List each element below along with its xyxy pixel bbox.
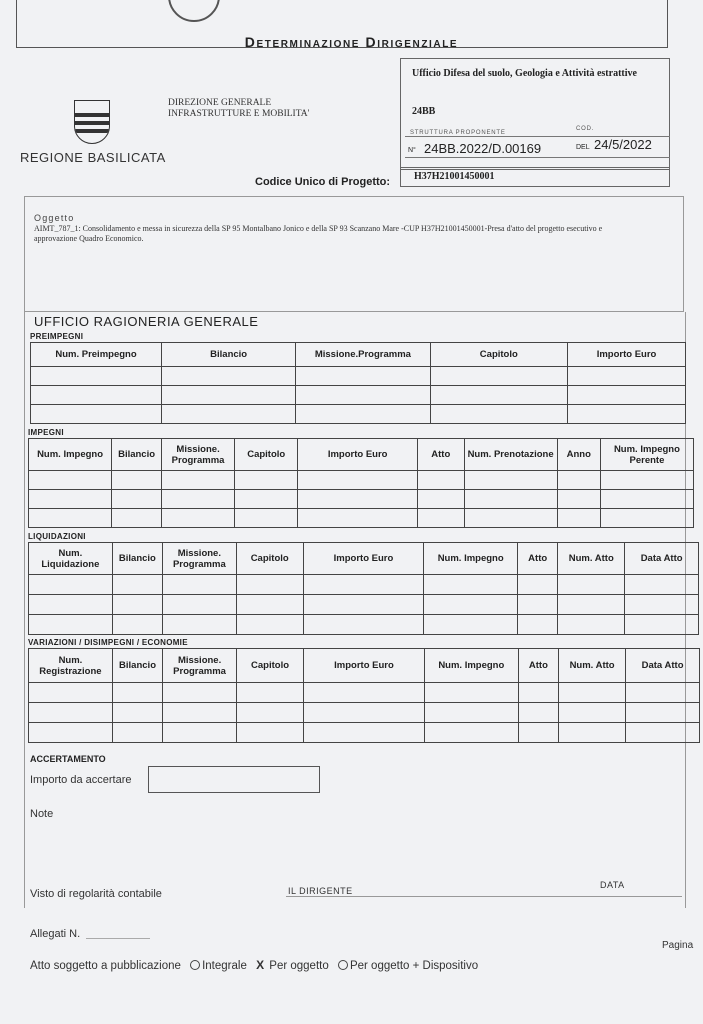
cod-label: COD. — [576, 126, 595, 132]
signature-line[interactable] — [286, 896, 682, 897]
table-cell[interactable] — [424, 683, 518, 703]
table-cell[interactable] — [518, 595, 558, 615]
preimpegni-label: PREIMPEGNI — [30, 332, 84, 341]
table-cell[interactable] — [518, 703, 558, 723]
col-num-prenotazione: Num. Prenotazione — [464, 439, 557, 471]
region-crest-icon — [74, 100, 110, 144]
col-atto: Atto — [518, 649, 558, 683]
oggetto-label: Oggetto — [34, 213, 75, 223]
table-cell[interactable] — [163, 703, 237, 723]
table-cell[interactable] — [112, 490, 162, 509]
table-cell[interactable] — [464, 490, 557, 509]
col-anno: Anno — [557, 439, 600, 471]
table-cell[interactable] — [568, 386, 686, 405]
table-cell[interactable] — [303, 595, 424, 615]
table-cell[interactable] — [162, 490, 235, 509]
option-integrale[interactable] — [190, 960, 247, 972]
importo-input[interactable] — [148, 766, 320, 793]
option-label: Integrale — [202, 960, 247, 972]
table-cell[interactable] — [112, 471, 162, 490]
table-cell[interactable] — [518, 683, 558, 703]
allegati-field[interactable] — [86, 938, 150, 939]
visto-label: Visto di regolarità contabile — [30, 888, 162, 900]
table-cell[interactable] — [464, 509, 557, 528]
table-cell[interactable] — [430, 405, 568, 424]
impegni-label: IMPEGNI — [28, 428, 64, 437]
cup-value: H37H21001450001 — [414, 171, 495, 182]
table-cell[interactable] — [298, 490, 418, 509]
importo-label: Importo da accertare — [30, 774, 132, 786]
pubblicazione-row — [30, 958, 478, 972]
col-missione-programma: Missione.Programma — [296, 343, 430, 367]
col-capitolo: Capitolo — [235, 439, 298, 471]
table-cell[interactable] — [296, 386, 430, 405]
table-row — [29, 703, 700, 723]
table-cell[interactable] — [304, 683, 425, 703]
accertamento-label: ACCERTAMENTO — [30, 754, 106, 764]
table-cell[interactable] — [163, 615, 237, 635]
dirigente-label: IL DIRIGENTE — [288, 886, 353, 896]
table-row — [29, 595, 699, 615]
table-cell[interactable] — [162, 405, 296, 424]
determination-number: 24BB.2022/D.00169 — [424, 141, 542, 156]
table-cell[interactable] — [163, 595, 237, 615]
pagina-label: Pagina — [662, 940, 694, 951]
table-cell[interactable] — [418, 471, 465, 490]
col-data-atto: Data Atto — [626, 649, 700, 683]
date-prefix: DEL — [576, 144, 590, 151]
table-cell[interactable] — [600, 471, 693, 490]
table-cell[interactable] — [430, 386, 568, 405]
table-cell[interactable] — [112, 615, 162, 635]
table-cell[interactable] — [236, 575, 303, 595]
table-cell[interactable] — [424, 575, 518, 595]
table-cell[interactable] — [304, 723, 425, 743]
data-label: DATA — [600, 880, 625, 890]
table-cell[interactable] — [29, 703, 113, 723]
col-num-impegno: Num. Impegno — [424, 543, 518, 575]
table-cell[interactable] — [626, 703, 700, 723]
table-row — [29, 683, 700, 703]
document-title: Determinazione Dirigenziale — [244, 34, 459, 50]
table-cell[interactable] — [557, 471, 600, 490]
table-cell[interactable] — [558, 615, 625, 635]
table-cell[interactable] — [31, 405, 162, 424]
pubblicazione-label: Atto soggetto a pubblicazione — [30, 960, 181, 972]
table-cell[interactable] — [303, 575, 424, 595]
col-num-preimpegno: Num. Preimpegno — [31, 343, 162, 367]
liquidazioni-section — [28, 532, 699, 635]
table-cell[interactable] — [163, 575, 237, 595]
table-cell[interactable] — [112, 509, 162, 528]
col-atto: Atto — [518, 543, 558, 575]
table-cell[interactable] — [29, 723, 113, 743]
table-cell[interactable] — [559, 683, 626, 703]
table-cell[interactable] — [304, 703, 425, 723]
col-bilancio: Bilancio — [162, 343, 296, 367]
table-cell[interactable] — [29, 509, 112, 528]
table-cell[interactable] — [235, 509, 298, 528]
col-num-liquidazione: Num. Liquidazione — [29, 543, 113, 575]
table-cell[interactable] — [162, 509, 235, 528]
table-cell[interactable] — [558, 575, 625, 595]
checked-x-icon: X — [256, 958, 265, 972]
office-name: Ufficio Difesa del suolo, Geologia e Attività estrattive — [412, 68, 637, 79]
table-cell[interactable] — [626, 723, 700, 743]
table-cell[interactable] — [298, 471, 418, 490]
direzione-generale — [168, 98, 309, 120]
col-bilancio: Bilancio — [112, 543, 162, 575]
col-bilancio: Bilancio — [112, 649, 162, 683]
table-cell[interactable] — [424, 615, 518, 635]
table-cell[interactable] — [236, 723, 303, 743]
impegni-section — [28, 428, 694, 528]
table-cell[interactable] — [112, 723, 162, 743]
radio-icon — [190, 960, 200, 970]
table-cell[interactable] — [464, 471, 557, 490]
col-missione-programma: Missione. Programma — [163, 649, 237, 683]
table-cell[interactable] — [296, 405, 430, 424]
table-cell[interactable] — [29, 683, 113, 703]
table-cell[interactable] — [626, 683, 700, 703]
table-row — [31, 367, 686, 386]
table-cell[interactable] — [430, 367, 568, 386]
table-cell[interactable] — [625, 575, 699, 595]
table-cell[interactable] — [31, 367, 162, 386]
table-cell[interactable] — [298, 509, 418, 528]
col-importo-euro: Importo Euro — [304, 649, 425, 683]
table-cell[interactable] — [236, 615, 303, 635]
option-label: Per oggetto — [269, 960, 329, 972]
office-code: 24BB — [412, 106, 436, 117]
table-cell[interactable] — [558, 595, 625, 615]
table-cell[interactable] — [29, 575, 113, 595]
table-row — [31, 405, 686, 424]
table-cell[interactable] — [600, 490, 693, 509]
option-per-oggetto[interactable] — [256, 958, 329, 972]
col-num-registrazione: Num. Registrazione — [29, 649, 113, 683]
radio-icon — [338, 960, 348, 970]
table-row — [31, 386, 686, 405]
impegni-table — [28, 438, 694, 528]
table-cell[interactable] — [236, 683, 303, 703]
region-name: REGIONE BASILICATA — [20, 150, 166, 165]
table-cell[interactable] — [112, 575, 162, 595]
table-cell[interactable] — [559, 703, 626, 723]
allegati-label: Allegati N. — [30, 928, 81, 940]
number-prefix: N° — [408, 147, 416, 154]
table-cell[interactable] — [163, 683, 237, 703]
struttura-label: STRUTTURA PROPONENTE — [410, 130, 506, 136]
option-per-oggetto-dispositivo[interactable] — [338, 960, 478, 972]
col-atto: Atto — [418, 439, 465, 471]
table-row — [29, 615, 699, 635]
table-cell[interactable] — [29, 490, 112, 509]
col-capitolo: Capitolo — [236, 543, 303, 575]
table-cell[interactable] — [162, 367, 296, 386]
table-cell[interactable] — [303, 615, 424, 635]
table-cell[interactable] — [296, 367, 430, 386]
preimpegni-table — [30, 342, 686, 424]
table-cell[interactable] — [235, 490, 298, 509]
table-cell[interactable] — [424, 723, 518, 743]
table-cell[interactable] — [557, 490, 600, 509]
direzione-line-1: DIREZIONE GENERALE — [168, 98, 272, 108]
table-cell[interactable] — [112, 595, 162, 615]
variazioni-table — [28, 648, 700, 743]
preimpegni-section — [30, 332, 686, 424]
table-cell[interactable] — [557, 509, 600, 528]
liquidazioni-table — [28, 542, 699, 635]
table-cell[interactable] — [424, 595, 518, 615]
col-missione-programma: Missione. Programma — [162, 439, 235, 471]
table-row — [29, 575, 699, 595]
table-cell[interactable] — [568, 405, 686, 424]
table-cell[interactable] — [418, 509, 465, 528]
col-importo-euro: Importo Euro — [568, 343, 686, 367]
col-data-atto: Data Atto — [625, 543, 699, 575]
variazioni-section — [28, 638, 700, 743]
liquidazioni-label: LIQUIDAZIONI — [28, 532, 86, 541]
table-cell[interactable] — [235, 471, 298, 490]
note-label: Note — [30, 808, 54, 820]
col-capitolo: Capitolo — [430, 343, 568, 367]
table-cell[interactable] — [518, 575, 558, 595]
table-cell[interactable] — [163, 723, 237, 743]
table-cell[interactable] — [236, 703, 303, 723]
table-cell[interactable] — [31, 386, 162, 405]
table-cell[interactable] — [236, 595, 303, 615]
table-cell[interactable] — [112, 703, 162, 723]
table-cell[interactable] — [559, 723, 626, 743]
table-cell[interactable] — [112, 683, 162, 703]
table-cell[interactable] — [162, 386, 296, 405]
table-cell[interactable] — [29, 471, 112, 490]
table-cell[interactable] — [625, 615, 699, 635]
table-cell[interactable] — [418, 490, 465, 509]
col-missione-programma: Missione. Programma — [163, 543, 237, 575]
variazioni-label: VARIAZIONI / DISIMPEGNI / ECONOMIE — [28, 638, 188, 647]
option-label: Per oggetto + Dispositivo — [349, 960, 479, 972]
col-capitolo: Capitolo — [236, 649, 303, 683]
table-row — [29, 490, 694, 509]
direzione-line-2: INFRASTRUTTURE E MOBILITA' — [168, 109, 310, 119]
col-num-atto: Num. Atto — [559, 649, 626, 683]
table-cell[interactable] — [29, 615, 113, 635]
table-row — [29, 471, 694, 490]
table-cell[interactable] — [568, 367, 686, 386]
col-num-impegno-perente: Num. Impegno Perente — [600, 439, 693, 471]
ragioneria-title: UFFICIO RAGIONERIA GENERALE — [34, 314, 259, 329]
col-importo-euro: Importo Euro — [298, 439, 418, 471]
col-num-impegno: Num. Impegno — [29, 439, 112, 471]
table-cell[interactable] — [518, 723, 558, 743]
oggetto-text: AIMT_787_1: Consolidamento e messa in sicurezza della SP 95 Montalbano Jonico e della SP 93 Scanzano Mare -CUP H37H21001450001-Presa d'atto del progetto esecutivo e approvazione Quadro Economico. — [34, 224, 603, 243]
table-cell[interactable] — [29, 595, 113, 615]
table-row — [29, 723, 700, 743]
table-cell[interactable] — [424, 703, 518, 723]
table-cell[interactable] — [518, 615, 558, 635]
col-num-impegno: Num. Impegno — [424, 649, 518, 683]
table-cell[interactable] — [162, 471, 235, 490]
oggetto-frame — [24, 196, 684, 312]
col-importo-euro: Importo Euro — [303, 543, 424, 575]
col-num-atto: Num. Atto — [558, 543, 625, 575]
cup-label: Codice Unico di Progetto: — [255, 176, 391, 188]
determination-date: 24/5/2022 — [594, 137, 652, 152]
table-row — [29, 509, 694, 528]
col-bilancio: Bilancio — [112, 439, 162, 471]
table-cell[interactable] — [600, 509, 693, 528]
table-cell[interactable] — [625, 595, 699, 615]
